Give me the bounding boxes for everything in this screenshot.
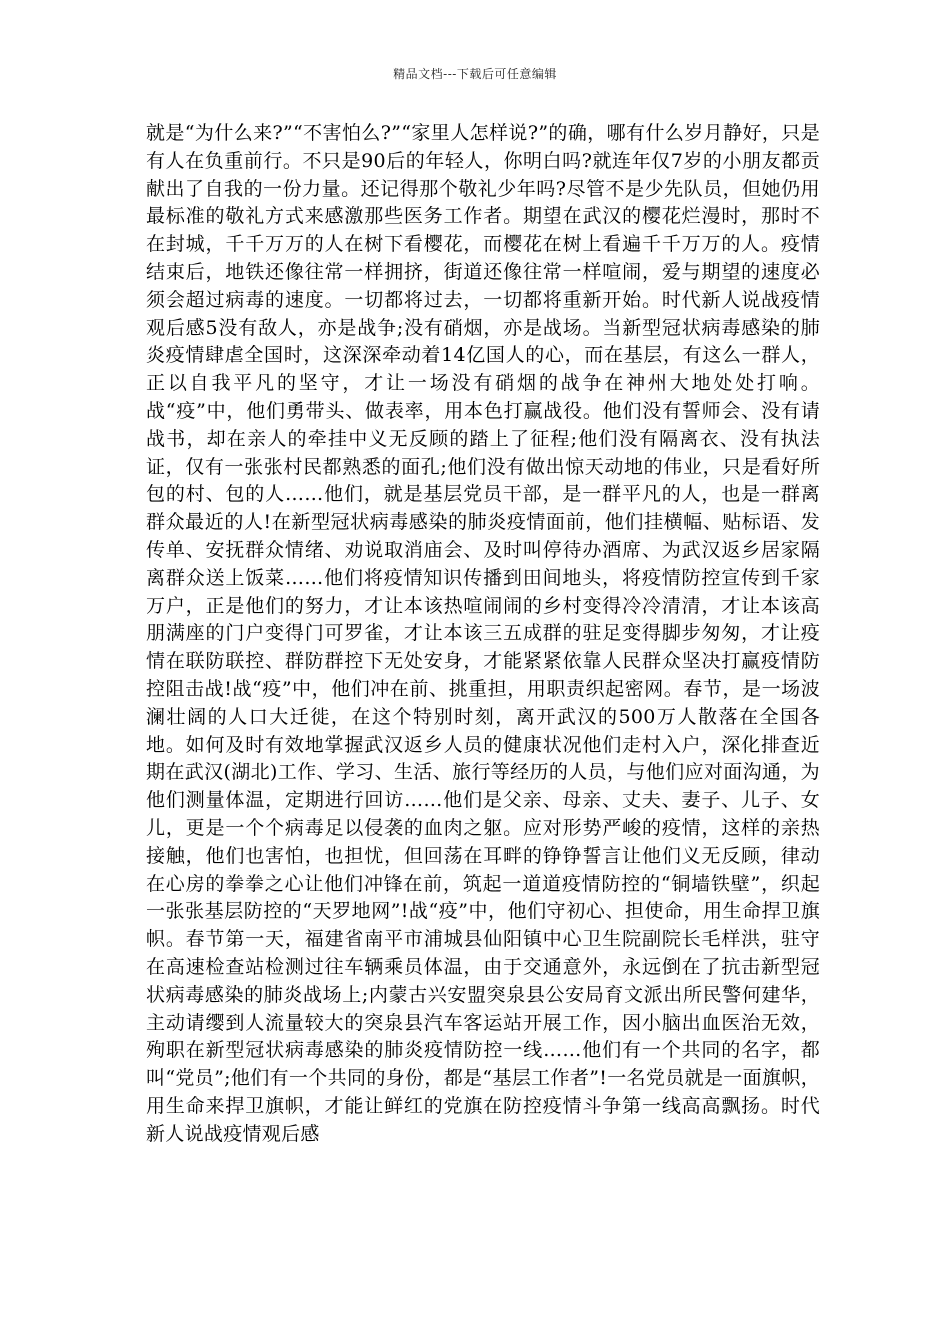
article-body: 就是“为什么来?”“不害怕么?”“家里人怎样说?”的确，哪有什么岁月静好，只是有人在负重前行。不只是90后的年轻人，你明白吗?就连年仅7岁的小朋友都贡献出了自我的一份力量。还记得那个敬礼少年吗?尽管不是少先队员，但她仍用最标准的敬礼方式来感激那些医务工作者。期望在武汉的樱花烂漫时，那时不在封城，千千万万的人在树下看樱花，而樱花在树上看遍千千万万的人。疫情结束后，地铁还像往常一样拥挤，街道还像往常一样喧闹，爱与期望的速度必须会超过病毒的速度。一切都将过去，一切都将重新开始。时代新人说战疫情观后感5没有敌人，亦是战争;没有硝烟，亦是战场。当新型冠状病毒感染的肺炎疫情肆虐全国时，这深深牵动着14亿国人的心，而在基层，有这么一群人，正以自我平凡的坚守，才让一场没有硝烟的战争在神州大地处处打响。战“疫”中，他们勇带头、做表率，用本色打赢战役。他们没有誓师会、没有请战书，却在亲人的牵挂中义无反顾的踏上了征程;他们没有隔离衣、没有执法证，仅有一张张村民都熟悉的面孔;他们没有做出惊天动地的伟业，只是看好所包的村、包的人……他们，就是基层党员干部，是一群平凡的人，也是一群离群众最近的人!在新型冠状病毒感染的肺炎疫情面前，他们挂横幅、贴标语、发传单、安抚群众情绪、劝说取消庙会、及时叫停待办酒席、为武汉返乡居家隔离群众送上饭菜……他们将疫情知识传播到田间地头，将疫情防控宣传到千家万户，正是他们的努力，才让本该热喧闹闹的乡村变得冷冷清清，才让本该高朋满座的门户变得门可罗雀，才让本该三五成群的驻足变得脚步匆匆，才让疫情在联防联控、群防群控下无处安身，才能紧紧依靠人民群众坚决打赢疫情防控阻击战!战“疫”中，他们冲在前、挑重担，用职责织起密网。春节，是一场波澜壮阔的人口大迁徙，在这个特别时刻，离开武汉的500万人散落在全国各地。如何及时有效地掌握武汉返乡人员的健康状况他们走村入户，深化排查近期在武汉(湖北)工作、学习、生活、旅行等经历的人员，与他们应对面沟通，为他们测量体温，定期进行回访……他们是父亲、母亲、丈夫、妻子、儿子、女儿，更是一个个病毒足以侵袭的血肉之躯。应对形势严峻的疫情，这样的亲热接触，他们也害怕，也担忧，但回荡在耳畔的铮铮誓言让他们义无反顾，律动在心房的拳拳之心让他们冲锋在前，筑起一道道疫情防控的“铜墙铁壁”，织起一张张基层防控的“天罗地网”!战“疫”中，他们守初心、担使命，用生命捍卫旗帜。春节第一天，福建省南平市浦城县仙阳镇中心卫生院副院长毛样洪，驻守在高速检查站检测过往车辆乘员体温，由于交通意外，永远倒在了抗击新型冠状病毒感染的肺炎战场上;内蒙古兴安盟突泉县公安局育文派出所民警何建华，主动请缨到人流量较大的突泉县汽车客运站开展工作，因小脑出血医治无效，殉职在新型冠状病毒感染的肺炎疫情防控一线……他们有一个共同的名字，都叫“党员”;他们有一个共同的身份，都是“基层工作者”!一名党员就是一面旗帜，用生命来捍卫旗帜，才能让鲜红的党旗在防控疫情斗争第一线高高飘扬。时代新人说战疫情观后感 xyxy=(146,122,820,1145)
page-header: 精品文档---下载后可任意编辑 xyxy=(393,67,557,81)
